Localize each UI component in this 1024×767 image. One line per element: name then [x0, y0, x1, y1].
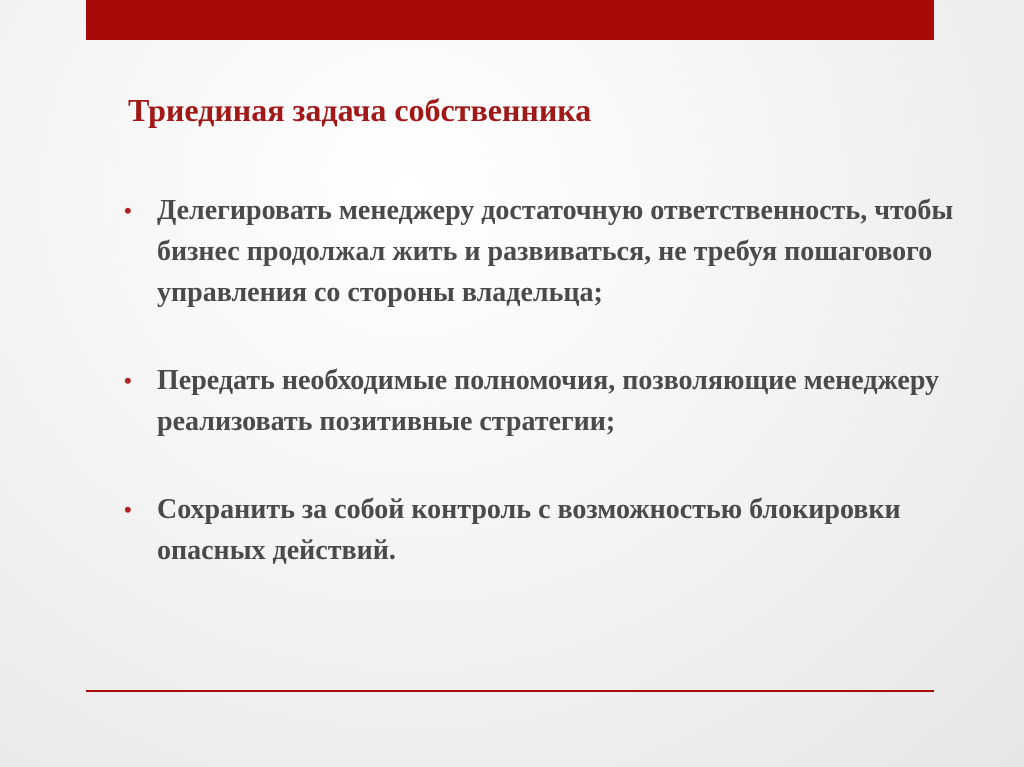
- bullet-text: Делегировать менеджеру достаточную ответственность, чтобы бизнес продолжал жить и развиваться, не требуя пошагового управления со стороны владельца;: [157, 195, 954, 308]
- bullet-list: [124, 190, 954, 571]
- bullet-item-control: [124, 489, 954, 571]
- bottom-divider: [86, 690, 934, 692]
- slide-title: Триединая задача собственника: [128, 92, 592, 128]
- bullet-text: Сохранить за собой контроль с возможностью блокировки опасных действий.: [157, 494, 901, 566]
- bullet-text: Передать необходимые полномочия, позволяющие менеджеру реализовать позитивные стратегии;: [157, 365, 940, 437]
- top-accent-bar: [86, 0, 934, 40]
- bullet-point-icon: •: [124, 368, 132, 393]
- bullet-point-icon: •: [124, 198, 132, 223]
- bullet-item-authority: [124, 360, 954, 442]
- bullet-point-icon: •: [124, 497, 132, 522]
- bullet-item-delegate: [124, 190, 954, 313]
